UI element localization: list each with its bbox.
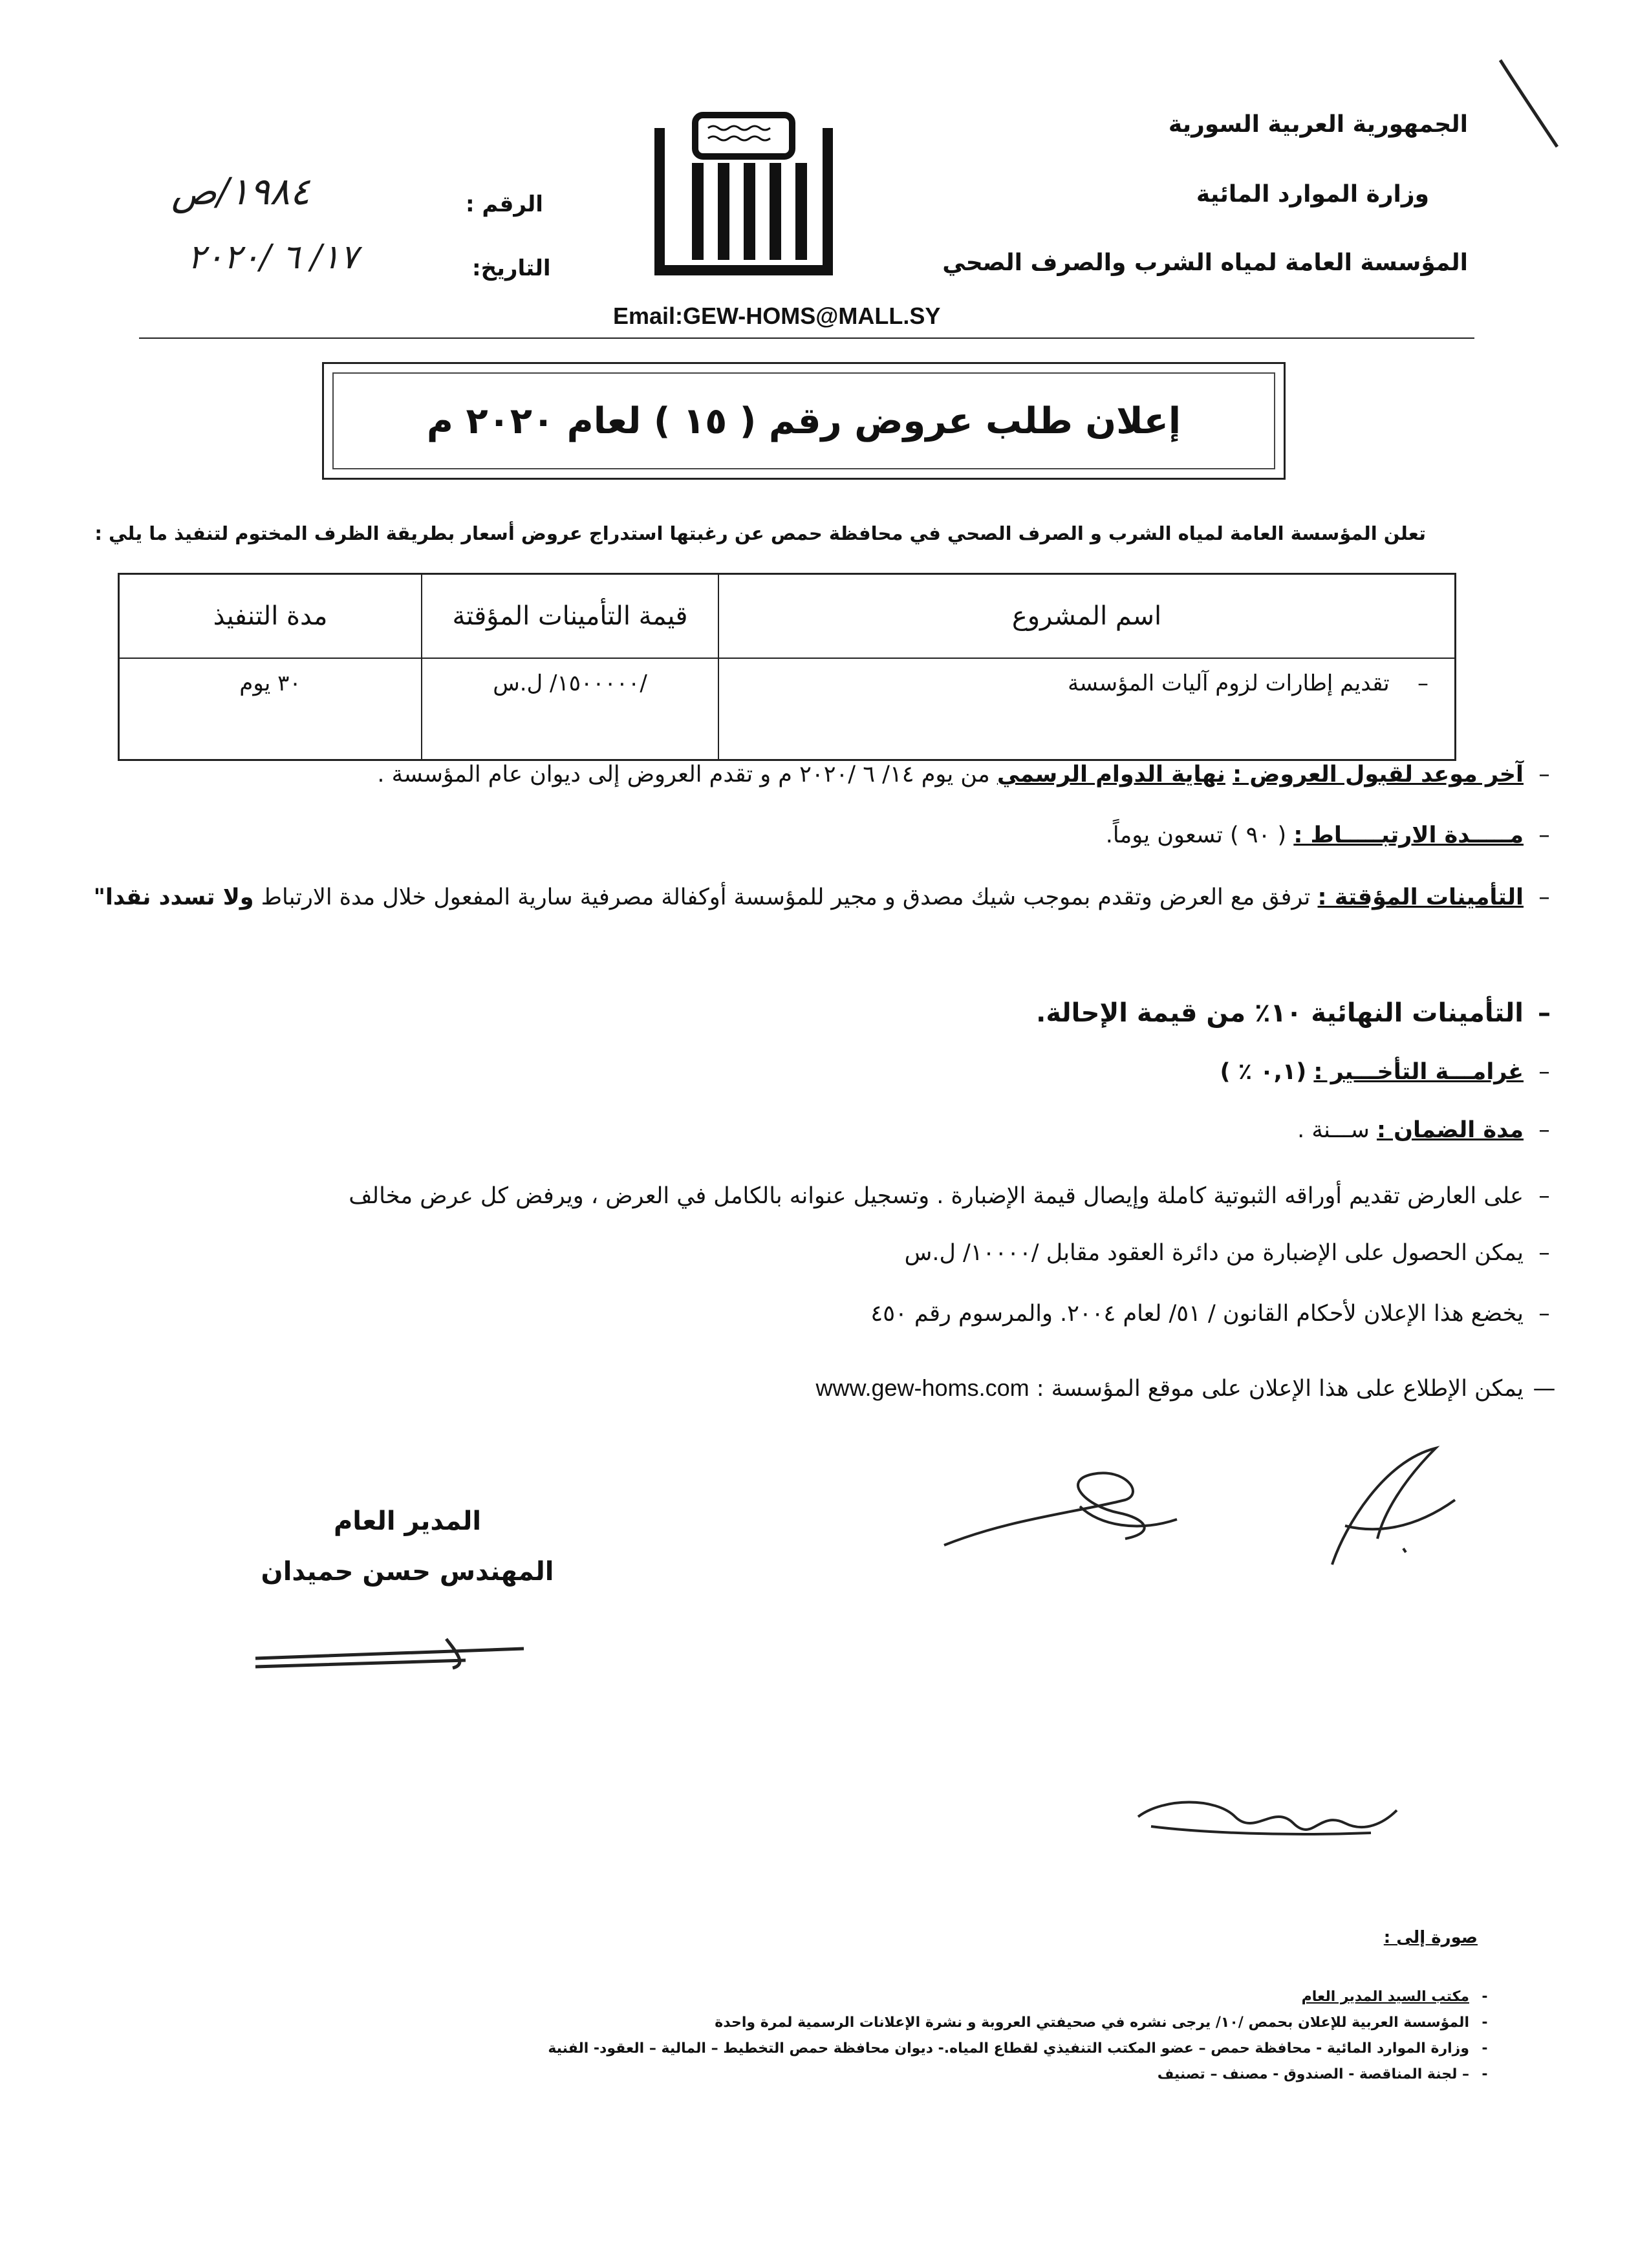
- general-manager-name: المهندس حسن حميدان: [261, 1557, 554, 1587]
- title-frame-inner: [332, 372, 1275, 469]
- org-country: الجمهورية العربية السورية: [1168, 111, 1468, 138]
- condition-temp-deposit: –التأمينات المؤقتة : ترفق مع العرض وتقدم بموجب شيك مصدق و مجير للمؤسسة أوكفالة مصرفية سارية المفعول خلال مدة الارتباط ولا تسدد نقدا": [93, 884, 1550, 910]
- condition-file-fee: –يمكن الحصول على الإضبارة من دائرة العقود مقابل /١٠٠٠٠/ ل.س: [904, 1240, 1550, 1266]
- date-label: التاريخ:: [472, 255, 551, 281]
- copy-item-1: -مكتب السيد المدير العام: [1301, 1989, 1488, 2005]
- condition-penalty: –غرامـــة التأخـــير : (٠,١ ٪ ): [1220, 1059, 1550, 1085]
- copy-item-2: -المؤسسة العربية للإعلان بحمص /١٠/ يرجى نشره في صحيفتي العروبة و نشرة الإعلانات الرسمية لمرة واحدة: [715, 2015, 1488, 2031]
- email-address: Email:GEW-HOMS@MALL.SY: [613, 303, 941, 329]
- cell-deposit: /١٥٠٠٠٠٠/ ل.س: [422, 658, 718, 760]
- condition-binding: –مـــــدة الارتبـــــاط : ( ٩٠ ) تسعون يوماً.: [1105, 822, 1550, 848]
- handwritten-signature-1: [931, 1442, 1209, 1558]
- manager-signature-stroke: [252, 1629, 530, 1674]
- copy-item-4: -– لجنة المناقصة - الصندوق - مصنف – تصنيف: [1157, 2066, 1488, 2082]
- header-rule: [139, 337, 1474, 339]
- copies-heading: صورة إلى :: [1383, 1928, 1478, 1947]
- condition-website: —يمكن الإطلاع على هذا الإعلان على موقع المؤسسة : www.gew-homs.com: [815, 1375, 1556, 1402]
- date-handwritten: ١٧/ ٦ /٢٠٢٠: [188, 238, 358, 277]
- corner-pen-mark: [1494, 55, 1565, 152]
- handwritten-initials: [1125, 1771, 1403, 1849]
- row-dash: –: [1389, 670, 1428, 696]
- condition-law: –يخضع هذا الإعلان لأحكام القانون / ٥١/ لعام ٢٠٠٤. والمرسوم رقم ٤٥٠: [870, 1301, 1550, 1327]
- project-name: تقديم إطارات لزوم آليات المؤسسة: [1068, 670, 1390, 696]
- project-table: [118, 573, 1456, 761]
- number-handwritten: ١٩٨٤/ص: [171, 169, 310, 213]
- cell-project: [718, 658, 1456, 760]
- col-temp-deposit: قيمة التأمينات المؤقتة: [422, 574, 718, 659]
- condition-warranty: –مدة الضمان : ســـنة .: [1297, 1117, 1550, 1143]
- condition-documents: –على العارض تقديم أوراقه الثبوتية كاملة وإيصال قيمة الإضبارة . وتسجيل عنوانه بالكامل في العرض ، ويرفض كل عرض مخالف: [349, 1183, 1550, 1209]
- col-duration: مدة التنفيذ: [119, 574, 422, 659]
- org-institution: المؤسسة العامة لمياه الشرب والصرف الصحي: [942, 250, 1468, 276]
- cell-duration: ٣٠ يوم: [119, 658, 422, 760]
- announcement-title: إعلان طلب عروض رقم ( ١٥ ) لعام ٢٠٢٠ م: [426, 400, 1181, 442]
- org-ministry: وزارة الموارد المائية: [1196, 181, 1429, 208]
- intro-paragraph: تعلن المؤسسة العامة لمياه الشرب و الصرف الصحي في محافظة حمص عن رغبتها استدراج عروض أسعار بطريقة الظرف المختوم لتنفيذ ما يلي :: [94, 522, 1426, 544]
- number-label: الرقم :: [466, 191, 543, 217]
- copy-item-3: -وزارة الموارد المائية - محافظة حمص – عضو المكتب التنفيذي لقطاع المياه.- ديوان محافظة حمص التخطيط – المالية – العقود- الفنية: [548, 2040, 1488, 2057]
- condition-final-deposit: –التأمينات النهائية ١٠٪ من قيمة الإحالة.: [1036, 998, 1551, 1028]
- table-row: [119, 658, 1456, 760]
- handwritten-signature-2: [1306, 1435, 1474, 1578]
- col-project-name: اسم المشروع: [718, 574, 1456, 659]
- table-header-row: [119, 574, 1456, 659]
- institution-logo: [647, 109, 841, 277]
- general-manager-title: المدير العام: [333, 1506, 482, 1536]
- website-link[interactable]: www.gew-homs.com: [815, 1375, 1029, 1401]
- condition-deadline: –آخر موعد لقبول العروض : نهاية الدوام الرسمي من يوم ١٤/ ٦ /٢٠٢٠ م و تقدم العروض إلى ديوان عام المؤسسة .: [377, 762, 1550, 787]
